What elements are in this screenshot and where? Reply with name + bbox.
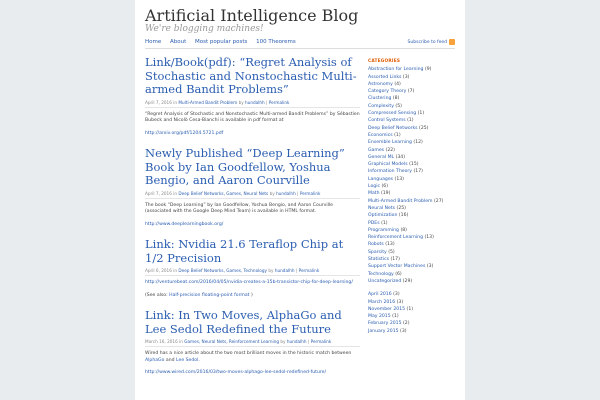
category-item[interactable] [368,256,460,263]
lee-sedol-link[interactable]: Lee Sedol [176,357,199,363]
category-item[interactable] [368,81,460,88]
category-item-count: (8) [392,96,400,102]
category-item[interactable] [368,103,460,110]
archive-item-name[interactable]: April 2016 [368,292,392,298]
subscribe-feed-label: Subscribe to feed [407,39,447,45]
nav-home[interactable]: Home [145,39,162,45]
category-item-count: (17) [413,169,423,175]
archive-item-name[interactable]: March 2016 [368,299,396,305]
archive-item-count: (1) [392,314,399,320]
category-item-name[interactable]: Languages [368,176,394,182]
category-item-count: (1) [394,132,401,138]
see-also-prefix: (See also: [145,292,168,298]
post-link[interactable]: http://arxiv.org/pdf/1204.5721.pdf [145,130,224,136]
post-body [145,351,360,377]
alphago-link[interactable]: AlphaGo [145,357,165,363]
post-link[interactable]: http://venturebeat.com/2016/04/05/nvidia-creates-a-15b-transistor-chip-for-deep-learning/ [145,280,353,285]
category-item-name[interactable]: Compressed Sensing [368,111,417,117]
category-item-count: (6) [381,184,388,190]
category-item[interactable] [368,95,460,102]
post-text: “Regret Analysis of Stochastic and Nonstochastic Multi-armed Bandit Problems” by Sébastien Bubeck and Nicolò Cesa-Bianchi is available in pdf format at [145,111,360,123]
category-item[interactable] [368,249,460,256]
category-item-name[interactable]: Information Theory [368,169,413,175]
category-item[interactable] [368,241,460,248]
category-item[interactable] [368,271,460,278]
category-item-count: (1) [407,118,414,124]
post-categories[interactable]: Deep Belief Networks, Games, Neural Nets [178,190,269,196]
blog-tagline: We're blogging machines! [145,24,264,34]
category-item-name[interactable]: Assorted Links [368,74,402,80]
post-by: by [268,268,274,273]
category-item-count: (13) [394,176,404,182]
category-item-name[interactable]: Neural Nets [368,205,396,211]
category-item-count: (7) [407,89,415,95]
category-item[interactable] [368,110,460,117]
category-item[interactable] [368,161,460,168]
category-item-count: (25) [396,205,406,211]
category-item-count: (5) [388,249,395,255]
post-date: April 6, 2016 in [145,268,178,273]
category-item[interactable] [368,220,460,227]
archive-item-count: (3) [400,328,407,334]
category-item[interactable] [368,125,460,132]
archive-item-count: (2) [402,321,410,327]
category-item-name[interactable]: Complexity [368,103,394,109]
category-item-count: (27) [434,198,444,204]
category-item-count: (25) [419,125,429,131]
category-item[interactable] [368,183,460,190]
post-meta: April 6, 2016 in Deep Belief Networks, Games, Technology by hundalhh | Permalink [145,268,360,276]
post-by: by [269,190,275,196]
nav-100-theorems[interactable]: 100 Theorems [256,39,296,45]
post [145,309,360,377]
category-item-name[interactable]: Category Theory [368,89,407,95]
category-item-count: (34) [395,154,405,160]
post-text-prefix: Wired has a nice article about the two most brilliant moves in the historic match between [145,351,352,356]
category-item-name[interactable]: Multi-Armed Bandit Problem [368,198,433,204]
category-item-name[interactable]: General ML [368,154,395,160]
archive-list [368,291,460,335]
archive-item[interactable] [368,291,460,298]
post-title[interactable]: Link: Nvidia 21.6 Teraflop Chip at 1/2 Precision [145,237,344,265]
category-item-name[interactable]: Control Systems [368,118,406,124]
post-body [145,203,360,229]
category-item-count: (3) [426,264,434,270]
category-item[interactable] [368,212,460,219]
category-item[interactable] [368,227,460,234]
category-item[interactable] [368,205,460,212]
category-item-count: (12) [413,140,423,146]
post-text: Wired has a nice article about the two most brilliant moves in the historic match between AlphaGo and Lee Sedol. [145,351,352,363]
post-permalink[interactable]: Permalink [310,339,332,344]
category-item-count: (1) [381,220,388,226]
category-item-count: (6) [395,271,402,277]
post [145,238,360,299]
archive-item-name[interactable]: May 2015 [368,314,391,320]
category-list [368,66,460,285]
category-item[interactable] [368,176,460,183]
post-date: April 7, 2016 in [145,190,178,196]
blog-page [135,0,465,400]
category-item-count: (29) [402,278,413,284]
post-title[interactable]: Newly Published “Deep Learning” Book by Ian Goodfellow, Yoshua Bengio, and Aaron Courville [145,146,345,187]
category-item-count: (15) [409,162,419,168]
post-author[interactable]: hundalhh [276,190,296,196]
post-author[interactable]: hundalhh [274,268,295,273]
category-item[interactable] [368,66,460,73]
post-by: by [238,99,244,105]
header-divider [145,48,455,49]
post-title[interactable]: Link/Book(pdf): “Regret Analysis of Stochastic and Nonstochastic Multi-armed Bandit Problems” [145,55,357,96]
post-body [145,280,360,299]
category-item[interactable] [368,168,460,175]
category-item-name[interactable]: Optimization [368,213,398,219]
category-item[interactable] [368,139,460,146]
category-item-count: (13) [385,242,395,248]
post-by: by [280,339,286,344]
category-item-name[interactable]: Robots [368,242,384,248]
archive-item-count: (1) [406,306,414,312]
category-item-name[interactable]: Logic [368,184,381,190]
category-item-count: (13) [424,235,434,241]
category-item-count: (16) [398,213,409,219]
category-item[interactable] [368,278,460,285]
post-date: April 7, 2016 in [145,99,178,105]
see-also [145,293,360,300]
blog-title[interactable]: Artificial Intelligence Blog [145,6,359,25]
post-permalink[interactable]: Permalink [299,190,321,196]
category-item-name[interactable]: Abstraction for Learning [368,67,424,73]
archive-item-name[interactable]: January 2015 [368,328,399,334]
category-item-name[interactable]: Reinforcement Learning [368,235,423,241]
archive-item-count: (3) [393,292,400,298]
category-item[interactable] [368,190,460,197]
post-date: March 16, 2016 in [145,339,183,344]
category-item-name[interactable]: Clustering [368,96,392,102]
rss-icon [449,39,455,45]
nav-about[interactable]: About [170,39,187,45]
archive-item[interactable] [368,313,460,320]
category-item[interactable] [368,234,460,241]
category-item-name[interactable]: Technology [368,271,394,277]
category-item[interactable] [368,74,460,81]
see-also-suffix: ) [250,292,253,298]
category-item-count: (8) [400,227,407,233]
post-text-and: and [165,357,175,363]
category-item-name[interactable]: Deep Belief Networks [368,125,418,131]
archive-item[interactable] [368,306,460,313]
category-item-count: (5) [395,103,402,109]
post-link[interactable]: http://www.deeplearningbook.org/ [145,221,224,227]
category-item-name[interactable]: Programming [368,227,399,233]
category-item-name[interactable]: Graphical Models [368,162,408,168]
post-categories[interactable]: Deep Belief Networks, Games, Technology [178,268,268,273]
post-categories[interactable]: Multi-Armed Bandit Problem [178,99,238,105]
category-item-name[interactable]: Games [368,147,385,153]
post [145,56,360,137]
post-meta: April 7, 2016 in Deep Belief Networks, Games, Neural Nets by hundalhh | Permalink [145,191,360,199]
post [145,147,360,228]
category-item[interactable] [368,154,460,161]
archive-item[interactable] [368,320,460,327]
post-permalink[interactable]: Permalink [298,268,320,273]
nav-most-popular[interactable]: Most popular posts [195,39,248,45]
post-categories[interactable]: Games, Neural Nets, Reinforcement Learning [184,339,280,344]
category-item[interactable] [368,117,460,124]
category-item-count: (19) [380,191,391,197]
category-item-count: (17) [390,257,400,263]
category-item-name[interactable]: Ensemble Learning [368,140,412,146]
category-item[interactable] [368,88,460,95]
post-title[interactable]: Link: In Two Moves, AlphaGo and Lee Sedol Redefined the Future [145,308,342,336]
category-item-count: (9) [424,67,432,73]
archive-item[interactable] [368,299,460,306]
category-item-count: (3) [402,74,410,80]
category-item-name[interactable]: Astronomy [368,81,393,87]
archive-item-count: (3) [396,299,404,305]
category-item-count: (1) [417,111,425,117]
post-list [145,56,360,400]
category-item-name[interactable]: Math [368,191,380,197]
category-item-count: (22) [385,147,395,153]
post-text: The book “Deep Learning” by Ian Goodfellow, Yoshua Bengio, and Aaron Courville (associated with the Google Deep Mind Team) is available in HTML format. [145,202,333,214]
category-item-name[interactable]: PDEs [368,220,380,226]
archive-item-name[interactable]: November 2015 [368,306,406,312]
post-meta: March 16, 2016 in Games, Neural Nets, Reinforcement Learning by hundalhh | Permalink [145,339,360,347]
sidebar [368,58,460,341]
post-body [145,112,360,138]
category-item-name[interactable]: Sparsity [368,249,387,255]
category-item-name[interactable]: Support Vector Machines [368,264,426,270]
see-also-link[interactable]: Half-precision floating-point format [169,292,250,298]
category-item[interactable] [368,263,460,270]
archive-item[interactable] [368,328,460,335]
archive-item-name[interactable]: February 2015 [368,321,402,327]
category-item-name[interactable]: Uncategorized [368,278,402,284]
main-nav [145,39,303,45]
category-item-name[interactable]: Statistics [368,257,389,263]
category-item[interactable] [368,132,460,139]
category-item[interactable] [368,147,460,154]
post-permalink[interactable]: Permalink [268,99,290,105]
post-author[interactable]: hundalhh [245,99,265,105]
category-item-name[interactable]: Economics [368,132,393,138]
post-link[interactable]: http://www.wired.com/2016/03/two-moves-alphago-lee-sedol-redefined-future/ [145,370,327,375]
post-meta: April 7, 2016 in Multi-Armed Bandit Problem by hundalhh | Permalink [145,100,360,108]
category-item[interactable] [368,198,460,205]
post-author[interactable]: hundalhh [286,339,307,344]
category-item-count: (4) [394,81,401,87]
categories-heading: CATEGORIES [368,59,401,64]
subscribe-feed-link[interactable] [408,39,455,45]
